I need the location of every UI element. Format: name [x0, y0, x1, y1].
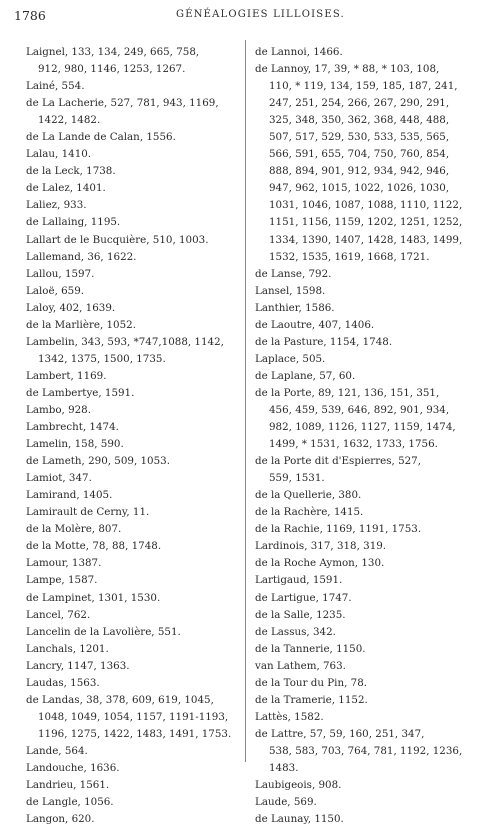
entry-name-line: Langon, 620. [26, 813, 95, 826]
index-entry [26, 266, 244, 283]
entry-name-line: de la Tramerie, 1152. [255, 693, 368, 706]
index-entry [255, 521, 480, 538]
index-entry [26, 385, 244, 402]
index-entry [26, 555, 244, 572]
entry-name-line: de Laoutre, 407, 1406. [255, 318, 375, 331]
entry-continuation-line: 888, 894, 901, 912, 934, 942, 946, [269, 165, 450, 178]
index-entry [26, 624, 244, 641]
index-entry [26, 777, 244, 794]
entry-name-line: de la Tour du Pin, 78. [255, 676, 368, 689]
index-entry [255, 300, 480, 317]
index-entry [26, 521, 244, 538]
entry-name-line: de la Leck, 1738. [26, 165, 116, 178]
entry-name-line: Lattès, 1582. [255, 710, 324, 723]
entry-name-line: Landouche, 1636. [26, 761, 120, 774]
entry-name-line: Laloë, 659. [26, 284, 85, 297]
entry-name-line: de la Rachère, 1415. [255, 506, 364, 519]
index-entry [255, 487, 480, 504]
entry-name-line: Lambert, 1169. [26, 369, 107, 382]
entry-name-line: de Langle, 1056. [26, 796, 114, 809]
index-entry [255, 726, 480, 777]
entry-continuation-line: 325, 348, 350, 362, 368, 448, 488, [269, 114, 450, 127]
entry-name-line: Lampe, 1587. [26, 574, 98, 587]
index-entry [26, 368, 244, 385]
index-entry [255, 624, 480, 641]
index-entry [26, 504, 244, 521]
entry-name-line: de la Rachie, 1169, 1191, 1753. [255, 523, 422, 536]
entry-name-line: de La Lacherie, 527, 781, 943, 1169, [26, 97, 219, 110]
index-entry [26, 283, 244, 300]
index-entry [255, 709, 480, 726]
index-entry [26, 334, 244, 368]
index-entry [26, 572, 244, 589]
index-entry [255, 504, 480, 521]
entry-name-line: Lardinois, 317, 318, 319. [255, 540, 387, 553]
entry-name-line: de Lartigue, 1747. [255, 591, 352, 604]
entry-continuation-line: 1196, 1275, 1422, 1483, 1491, 1753. [38, 727, 232, 740]
entry-name-line: de Lameth, 290, 509, 1053. [26, 455, 170, 468]
index-column-right [255, 44, 480, 828]
index-entry [26, 487, 244, 504]
running-title: GÉNÉALOGIES LILLOISES. [176, 9, 345, 20]
entry-continuation-line: 1151, 1156, 1159, 1202, 1251, 1252, [269, 216, 463, 229]
index-entry [26, 641, 244, 658]
entry-continuation-line: 507, 517, 529, 530, 533, 535, 565, [269, 131, 450, 144]
entry-name-line: de La Lande de Calan, 1556. [26, 131, 176, 144]
index-entry [255, 453, 480, 487]
entry-name-line: de la Molère, 807. [26, 523, 122, 536]
index-entry [255, 555, 480, 572]
index-entry [255, 777, 480, 794]
entry-name-line: Lanchals, 1201. [26, 642, 109, 655]
column-divider [245, 40, 246, 762]
index-entry [26, 419, 244, 436]
index-entry [255, 334, 480, 351]
index-entry [26, 232, 244, 249]
entry-name-line: de la Quellerie, 380. [255, 489, 362, 502]
entry-name-line: de la Salle, 1235. [255, 608, 346, 621]
entry-name-line: de la Porte, 89, 121, 136, 151, 351, [255, 386, 440, 399]
entry-continuation-line: 1532, 1535, 1619, 1668, 1721. [269, 250, 430, 263]
entry-continuation-line: 1499, * 1531, 1632, 1733, 1756. [269, 438, 438, 451]
index-entry [26, 402, 244, 419]
entry-name-line: de Landas, 38, 378, 609, 619, 1045, [26, 693, 214, 706]
entry-name-line: Laplace, 505. [255, 352, 326, 365]
entry-continuation-line: 1342, 1375, 1500, 1735. [38, 352, 166, 365]
entry-name-line: de la Motte, 78, 88, 1748. [26, 540, 162, 553]
entry-name-line: Lamelin, 158, 590. [26, 438, 124, 451]
index-entry [255, 572, 480, 589]
entry-name-line: Lambelin, 343, 593, *747,1088, 1142, [26, 335, 224, 348]
entry-continuation-line: 1422, 1482. [38, 114, 101, 127]
index-entry [26, 470, 244, 487]
entry-name-line: Lansel, 1598. [255, 284, 326, 297]
entry-continuation-line: 538, 583, 703, 764, 781, 1192, 1236, [269, 744, 463, 757]
entry-name-line: de Lannoy, 17, 39, * 88, * 103, 108, [255, 63, 440, 76]
entry-continuation-line: 110, * 119, 134, 159, 185, 187, 241, [269, 80, 458, 93]
index-entry [255, 283, 480, 300]
entry-continuation-line: 247, 251, 254, 266, 267, 290, 291, [269, 97, 450, 110]
index-entry [255, 61, 480, 266]
entry-name-line: Laliez, 933. [26, 199, 87, 212]
index-entry [26, 44, 244, 78]
index-entry [26, 590, 244, 607]
index-entry [255, 675, 480, 692]
entry-continuation-line: 1334, 1390, 1407, 1428, 1483, 1499, [269, 233, 463, 246]
entry-name-line: de Lambertye, 1591. [26, 386, 135, 399]
entry-name-line: de la Pasture, 1154, 1748. [255, 335, 393, 348]
index-entry [26, 658, 244, 675]
index-entry [26, 146, 244, 163]
entry-name-line: Laloy, 402, 1639. [26, 301, 116, 314]
entry-name-line: Laignel, 133, 134, 249, 665, 758, [26, 46, 200, 58]
index-entry [26, 453, 244, 470]
entry-name-line: Lainé, 554. [26, 80, 85, 93]
entry-name-line: de la Tannerie, 1150. [255, 642, 366, 655]
index-entry [255, 368, 480, 385]
index-entry [26, 249, 244, 266]
index-entry [255, 658, 480, 675]
index-entry [26, 129, 244, 146]
entry-name-line: Landrieu, 1561. [26, 779, 110, 792]
entry-name-line: de Lannoi, 1466. [255, 46, 343, 58]
entry-name-line: Lambo, 928. [26, 403, 92, 416]
entry-name-line: de Launay, 1150. [255, 813, 344, 826]
entry-name-line: de la Marlière, 1052. [26, 318, 136, 331]
entry-name-line: Lamiot, 347. [26, 472, 92, 485]
entry-name-line: Lande, 564. [26, 744, 88, 757]
index-entry [26, 436, 244, 453]
index-entry [255, 317, 480, 334]
index-entry [26, 95, 244, 129]
entry-name-line: Laudas, 1563. [26, 676, 100, 689]
entry-name-line: de Lassus, 342. [255, 625, 336, 638]
index-entry [255, 44, 480, 61]
entry-name-line: Lambrecht, 1474. [26, 421, 119, 434]
index-entry [26, 214, 244, 231]
entry-name-line: Lamirand, 1405. [26, 489, 113, 502]
index-entry [26, 197, 244, 214]
index-entry [26, 317, 244, 334]
entry-continuation-line: 559, 1531. [269, 472, 325, 485]
entry-continuation-line: 1031, 1046, 1087, 1088, 1110, 1122, [269, 199, 463, 212]
index-entry [255, 266, 480, 283]
index-entry [26, 163, 244, 180]
index-entry [26, 78, 244, 95]
entry-name-line: Lanthier, 1586. [255, 301, 335, 314]
entry-continuation-line: 1483. [269, 761, 299, 774]
entry-name-line: de Lattre, 57, 59, 160, 251, 347, [255, 727, 425, 740]
index-entry [26, 675, 244, 692]
entry-continuation-line: 456, 459, 539, 646, 892, 901, 934, [269, 403, 450, 416]
index-entry [26, 538, 244, 555]
entry-name-line: Lallou, 1597. [26, 267, 95, 280]
entry-name-line: Lancelin de la Lavolière, 551. [26, 625, 181, 638]
entry-name-line: Lancry, 1147, 1363. [26, 659, 130, 672]
index-entry [255, 794, 480, 811]
entry-name-line: Lallart de le Bucquière, 510, 1003. [26, 233, 209, 246]
entry-name-line: de Lampinet, 1301, 1530. [26, 591, 161, 604]
index-entry [255, 351, 480, 368]
entry-name-line: van Lathem, 763. [255, 659, 346, 672]
index-column-left [26, 44, 244, 828]
index-entry [255, 538, 480, 555]
entry-name-line: Lartigaud, 1591. [255, 574, 343, 587]
entry-name-line: de Laplane, 57, 60. [255, 369, 356, 382]
index-entry [255, 590, 480, 607]
entry-continuation-line: 947, 962, 1015, 1022, 1026, 1030, [269, 182, 450, 195]
index-entry [26, 692, 244, 743]
entry-name-line: de Lanse, 792. [255, 267, 332, 280]
page-number: 1786 [14, 8, 46, 23]
entry-name-line: Lancel, 762. [26, 608, 91, 621]
entry-name-line: Lalau, 1410. [26, 148, 92, 161]
index-entry [26, 743, 244, 760]
index-entry [255, 641, 480, 658]
index-entry [26, 300, 244, 317]
page-header [0, 8, 485, 26]
index-entry [26, 811, 244, 828]
entry-name-line: Laude, 569. [255, 796, 317, 809]
entry-continuation-line: 982, 1089, 1126, 1127, 1159, 1474, [269, 421, 456, 434]
index-entry [26, 180, 244, 197]
index-entry [255, 385, 480, 453]
entry-name-line: Lallemand, 36, 1622. [26, 250, 137, 263]
entry-continuation-line: 1048, 1049, 1054, 1157, 1191-1193, [38, 710, 229, 723]
index-entry [255, 607, 480, 624]
index-entry [26, 794, 244, 811]
entry-name-line: de Lalez, 1401. [26, 182, 106, 195]
index-entry [26, 760, 244, 777]
entry-name-line: Lamirault de Cerny, 11. [26, 506, 150, 519]
entry-name-line: de la Porte dit d'Espierres, 527, [255, 455, 421, 468]
entry-name-line: de Lallaing, 1195. [26, 216, 121, 229]
entry-name-line: de la Roche Aymon, 130. [255, 557, 385, 570]
entry-name-line: Lamour, 1387. [26, 557, 102, 570]
entry-continuation-line: 912, 980, 1146, 1253, 1267. [38, 63, 186, 76]
index-entry [255, 811, 480, 828]
index-entry [255, 692, 480, 709]
entry-name-line: Laubigeois, 908. [255, 779, 342, 792]
index-entry [26, 607, 244, 624]
entry-continuation-line: 566, 591, 655, 704, 750, 760, 854, [269, 148, 450, 161]
